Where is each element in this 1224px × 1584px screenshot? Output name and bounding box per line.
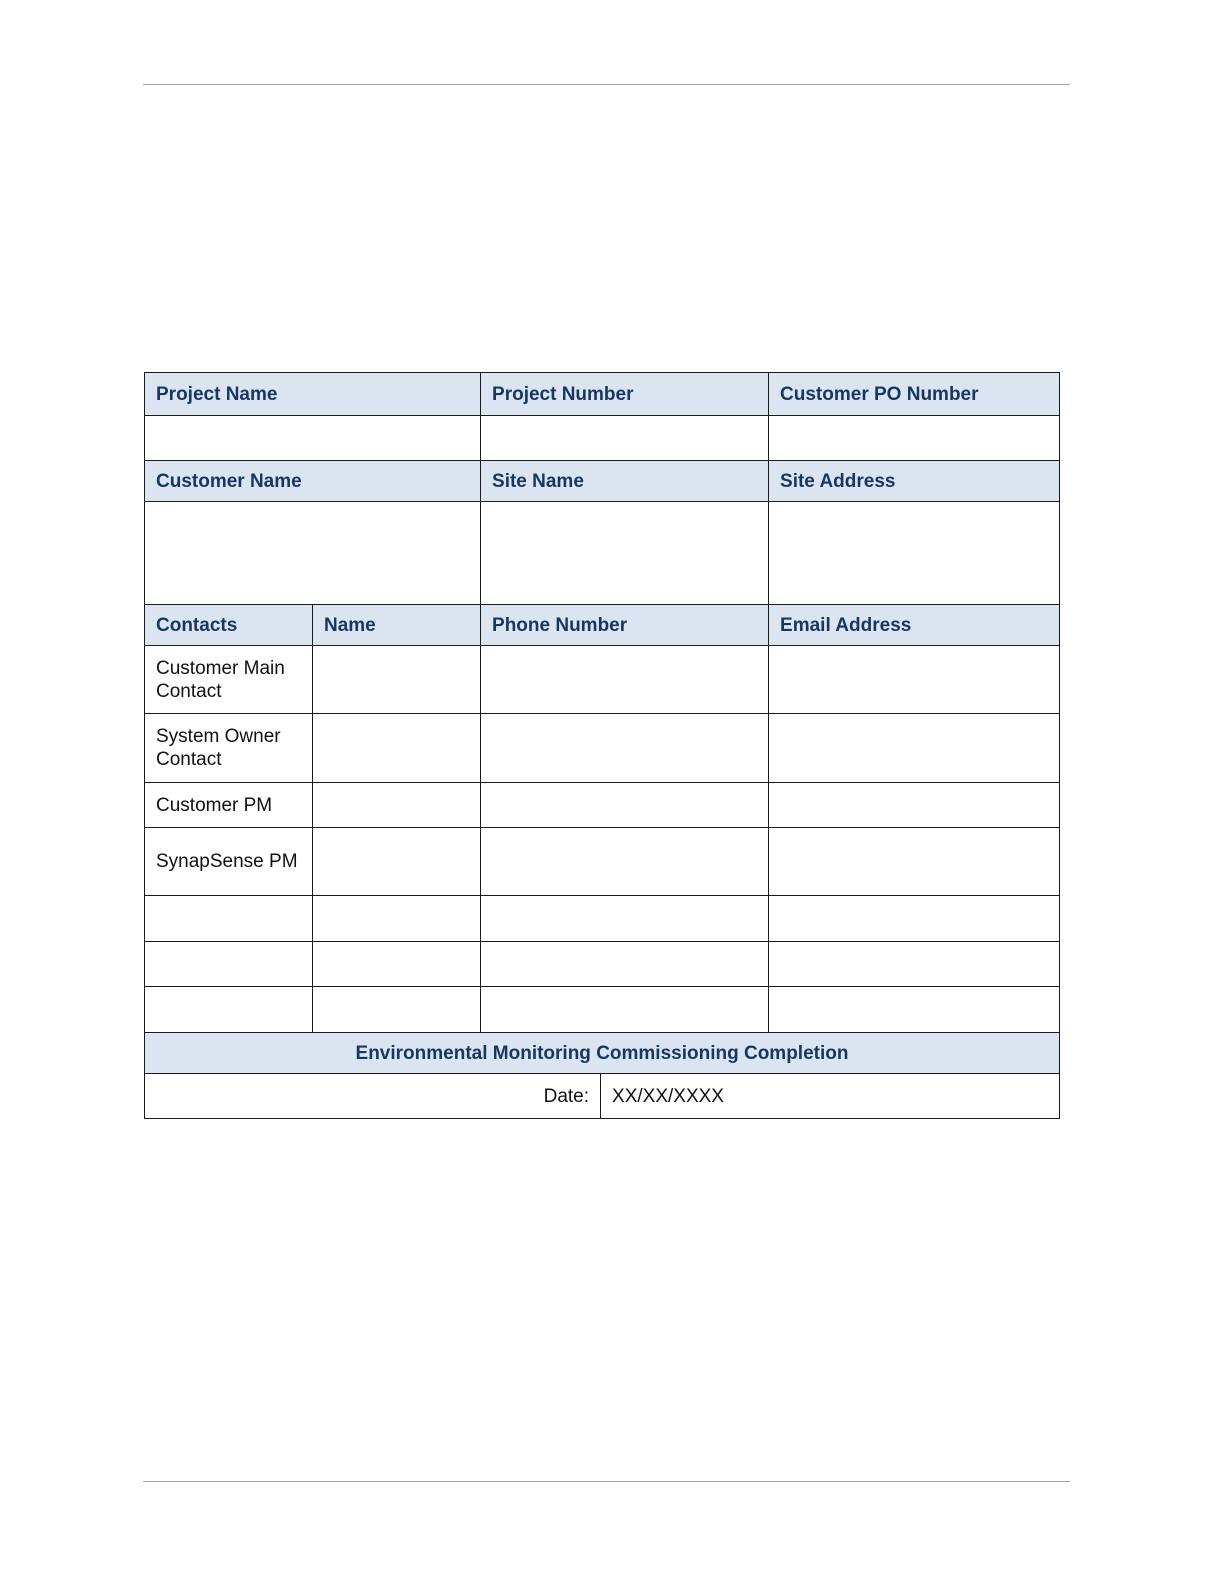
contact-name-field[interactable] [313, 646, 481, 714]
contact-email-field[interactable] [769, 942, 1060, 987]
contact-name-field[interactable] [313, 783, 481, 828]
contact-email-field[interactable] [769, 828, 1060, 896]
project-name-header: Project Name [145, 373, 481, 416]
contact-row-empty [145, 987, 1060, 1033]
footer-rule [143, 1481, 1070, 1482]
contact-name-field[interactable] [313, 942, 481, 987]
site-name-field[interactable] [481, 502, 769, 605]
contact-phone-field[interactable] [481, 828, 769, 896]
contact-email-field[interactable] [769, 714, 1060, 783]
contact-row-system-owner [145, 714, 1060, 783]
completion-date-row [145, 1074, 1060, 1119]
project-header-row [145, 373, 1060, 416]
email-address-header: Email Address [769, 605, 1060, 646]
contact-role-label: Customer PM [145, 783, 313, 828]
contact-row-empty [145, 942, 1060, 987]
customer-po-number-header: Customer PO Number [769, 373, 1060, 416]
contact-phone-field[interactable] [481, 646, 769, 714]
contact-row-customer-pm [145, 783, 1060, 828]
date-label: Date: [145, 1074, 601, 1119]
customer-name-header: Customer Name [145, 461, 481, 502]
contact-name-field[interactable] [313, 987, 481, 1033]
contact-phone-field[interactable] [481, 783, 769, 828]
project-number-header: Project Number [481, 373, 769, 416]
completion-header-row [145, 1033, 1060, 1074]
contact-email-field[interactable] [769, 646, 1060, 714]
contact-phone-field[interactable] [481, 942, 769, 987]
contact-phone-field[interactable] [481, 714, 769, 783]
project-input-row [145, 416, 1060, 461]
completion-title: Environmental Monitoring Commissioning Completion [145, 1033, 1060, 1074]
contact-role-field[interactable] [145, 942, 313, 987]
contact-name-header: Name [313, 605, 481, 646]
date-field[interactable]: XX/XX/XXXX [601, 1074, 1060, 1119]
contact-phone-field[interactable] [481, 987, 769, 1033]
commissioning-form-table [144, 372, 1060, 1119]
contact-role-label: Customer Main Contact [145, 646, 313, 714]
contact-role-field[interactable] [145, 896, 313, 942]
project-number-field[interactable] [481, 416, 769, 461]
contact-role-label: SynapSense PM [145, 828, 313, 896]
customer-header-row [145, 461, 1060, 502]
contact-name-field[interactable] [313, 714, 481, 783]
customer-input-row [145, 502, 1060, 605]
contact-row-customer-main [145, 646, 1060, 714]
site-address-header: Site Address [769, 461, 1060, 502]
project-name-field[interactable] [145, 416, 481, 461]
contact-phone-field[interactable] [481, 896, 769, 942]
contact-email-field[interactable] [769, 987, 1060, 1033]
contact-row-empty [145, 896, 1060, 942]
contact-role-field[interactable] [145, 987, 313, 1033]
contacts-header: Contacts [145, 605, 313, 646]
contact-row-synapsense-pm [145, 828, 1060, 896]
header-rule [143, 84, 1070, 85]
customer-name-field[interactable] [145, 502, 481, 605]
contact-name-field[interactable] [313, 896, 481, 942]
contacts-header-row [145, 605, 1060, 646]
contact-email-field[interactable] [769, 896, 1060, 942]
customer-po-number-field[interactable] [769, 416, 1060, 461]
phone-number-header: Phone Number [481, 605, 769, 646]
contact-role-label: System Owner Contact [145, 714, 313, 783]
contact-email-field[interactable] [769, 783, 1060, 828]
site-address-field[interactable] [769, 502, 1060, 605]
contact-name-field[interactable] [313, 828, 481, 896]
site-name-header: Site Name [481, 461, 769, 502]
